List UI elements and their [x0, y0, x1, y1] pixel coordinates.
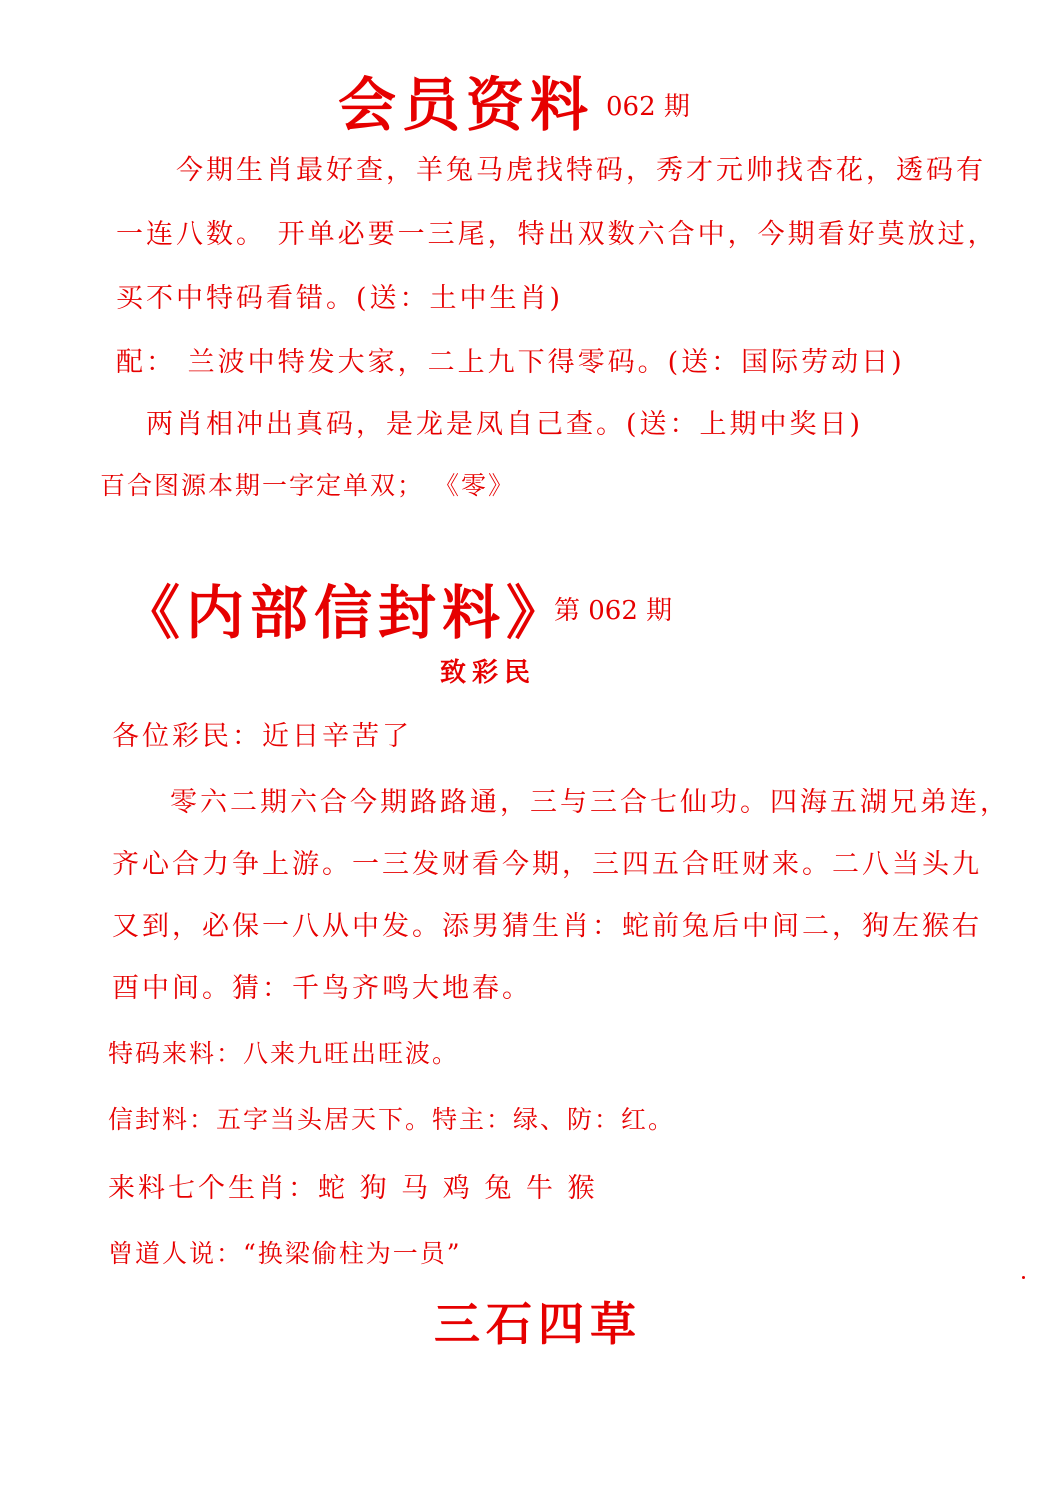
- tema-line: 特码来料：八来九旺出旺波。: [108, 1039, 460, 1068]
- member-line-1: 今期生肖最好查，羊兔马虎找特码，秀才元帅找杏花，透码有: [176, 155, 986, 186]
- member-line-5: 两肖相冲出真码，是龙是凤自己查。(送：上期中奖日): [146, 409, 864, 440]
- member-title: 会员资料: [338, 71, 595, 139]
- subtitle: 致彩民: [440, 658, 537, 688]
- envelope-line-3: 又到，必保一八从中发。添男猜生肖：蛇前兔后中间二，狗左猴右: [112, 911, 982, 942]
- greeting: 各位彩民：近日辛苦了: [112, 721, 412, 752]
- xinfeng-line: 信封料：五字当头居天下。特主：绿、防：红。: [108, 1105, 676, 1134]
- internal-envelope-issue: 第 062 期: [554, 596, 673, 626]
- member-line-2: 一连八数。 开单必要一三尾，特出双数六合中，今期看好莫放过，: [116, 219, 998, 250]
- stray-dot: [1022, 1276, 1025, 1279]
- member-issue: 062 期: [606, 92, 690, 122]
- envelope-line-2: 齐心合力争上游。一三发财看今期，三四五合旺财来。二八当头九: [112, 849, 982, 880]
- member-line-3: 买不中特码看错。(送：土中生肖): [116, 283, 564, 314]
- member-line-4: 配： 兰波中特发大家，二上九下得零码。(送：国际劳动日): [116, 347, 905, 378]
- zeng-line: 曾道人说：“换梁偷柱为一员”: [108, 1239, 462, 1268]
- envelope-line-1: 零六二期六合今期路路通，三与三合七仙功。四海五湖兄弟连，: [170, 787, 1010, 818]
- member-line-6: 百合图源本期一字定单双； 《零》: [100, 471, 515, 500]
- footer-title: 三石四草: [434, 1297, 642, 1351]
- shengxiao-line: 来料七个生肖：蛇 狗 马 鸡 兔 牛 猴: [108, 1173, 598, 1204]
- envelope-line-4: 酉中间。猜：千鸟齐鸣大地春。: [112, 973, 532, 1004]
- internal-envelope-title: 《内部信封料》: [122, 579, 571, 647]
